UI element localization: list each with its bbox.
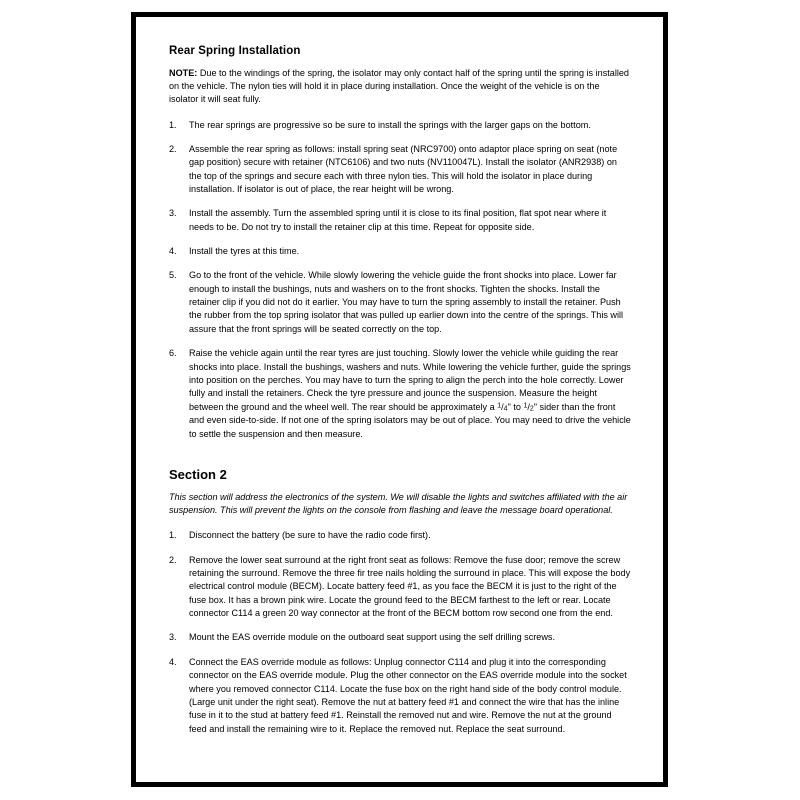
list-item-number: 4. (169, 246, 177, 257)
list-item (169, 207, 631, 234)
section-2-intro: This section will address the electronics of the system. We will disable the lights and switches affiliated with the air suspension. This will prevent the lights on the console from flashing and leave the message board operational. (169, 491, 628, 516)
section-2-title: Section 2 (169, 466, 227, 482)
list-item (169, 347, 631, 441)
list-item (169, 529, 631, 542)
list-item-number: 2. (169, 143, 177, 154)
list-item-text: Install the tyres at this time. (189, 246, 300, 257)
note-paragraph (169, 67, 631, 107)
fraction-denominator: 2 (529, 404, 534, 412)
list-item-text: Install the assembly. Turn the assembled spring until it is close to its final position, flat spot near where it needs to be. Do not try to install the retainer clip at this time. Repeat for opposite side. (189, 208, 607, 232)
page-title: Rear Spring Installation (169, 45, 301, 57)
list-item (169, 269, 631, 336)
list-item-text: The rear springs are progressive so be sure to install the springs with the larger gaps on the bottom. (189, 119, 591, 130)
note-label: NOTE: (169, 68, 198, 78)
list-item-text-part2: " to (507, 401, 524, 412)
page-border-frame (131, 12, 668, 787)
list-item-text: Go to the front of the vehicle. While slowly lowering the vehicle guide the front shocks into place. Lower far enough to install the bushings, nuts and washers on to the front shocks. Tighten the shocks. Install the retainer clip if you did not do it earlier. You may have to turn the spring assembly to install the retainer. Push the rubber from the top spring isolator that was pulled up earlier down into the centre of the springs. This will assure that the front springs will be seated correctly on the top. (189, 270, 624, 334)
list-item-number: 4. (169, 656, 177, 667)
section-2-steps-list (169, 529, 631, 736)
list-item-number: 2. (169, 554, 177, 565)
list-item (169, 554, 631, 621)
list-item-text-part1: Raise the vehicle again until the rear tyres are just touching. Slowly lower the vehicle while guiding the rear shocks into place. Install the bushings, washers and nuts. While lowering the vehicle further, guide the springs into position on the perches. You may have to turn the spring to align the perch into the hole correctly. Lower fully and install the retainers. Check the tyre pressure and jounce the suspension. Measure the height between the ground and the wheel well. The rear should be approximately a (189, 348, 631, 412)
list-item (169, 656, 631, 736)
fraction-one-half: $^1/_2$ (523, 401, 534, 412)
list-item-text: Mount the EAS override module on the outboard seat support using the self drilling screws. (189, 632, 555, 643)
list-item-number: 1. (169, 530, 177, 541)
rear-spring-steps-list (169, 119, 631, 441)
list-item-text: Assemble the rear spring as follows: install spring seat (NRC9700) onto adaptor place spring on seat (note gap position) secure with retainer (NTC6106) and two nuts (NV110047L). Install the isolator (ANR2938) on the top of the springs and secure each with three nylon ties. This will hold the isolator in place during installation. If isolator is out of place, the rear height will be wrong. (189, 143, 618, 194)
list-item (169, 245, 631, 258)
list-item (169, 143, 631, 196)
fraction-numerator: 1 (523, 402, 528, 410)
list-item-text: Connect the EAS override module as follows: Unplug connector C114 and plug it into the corresponding connector on the EAS override module. Plug the other connector on the EAS override module into the socket where you removed connector C114. Locate the fuse box on the right hand side of the body control module. (Large unit under the right seat). Remove the nut at battery feed #1 and connect the wire that has the inline fuse in it to the stud at battery feed #1. Reinstall the removed nut and wire. Remove the nut at the ground feed and install the remaining wire to it. Replace the removed nut. Replace the seat surround. (189, 656, 627, 734)
list-item-text: Disconnect the battery (be sure to have the radio code first). (189, 530, 431, 541)
fraction-one-quarter: $^1/_4$ (497, 401, 508, 412)
list-item-number: 5. (169, 270, 177, 281)
list-item-text: Remove the lower seat surround at the right front seat as follows: Remove the fuse door; remove the screw retaining the surround. Remove the three fir tree nails holding the surround in place. This will expose the body electrical control module (BECM). Locate battery feed #1, as you face the BECM it is just to the right of the fuse box. It has a brown pink wire. Locate the ground feed to the BECM farthest to the left or rear. Locate connector C114 a green 20 way connector at the front of the BECM bottom row second one from the end. (189, 554, 631, 619)
fraction-denominator: 4 (503, 404, 508, 412)
fraction-numerator: 1 (497, 402, 502, 410)
list-item (169, 119, 631, 132)
list-item-number: 3. (169, 208, 177, 219)
document-content (169, 45, 631, 747)
list-item (169, 631, 631, 644)
list-item-number: 3. (169, 632, 177, 643)
note-text: Due to the windings of the spring, the isolator may only contact half of the spring until the spring is installed on the vehicle. The nylon ties will hold it in place during installation. Once the weight of the vehicle is on the isolator it will seat fully. (169, 68, 629, 105)
list-item-number: 6. (169, 348, 177, 359)
list-item-text-part3: " sider than the front and even side-to-side. If not one of the spring isolators may be out of place. You may need to drive the vehicle to settle the suspension and then measure. (189, 401, 631, 439)
list-item-number: 1. (169, 119, 177, 130)
